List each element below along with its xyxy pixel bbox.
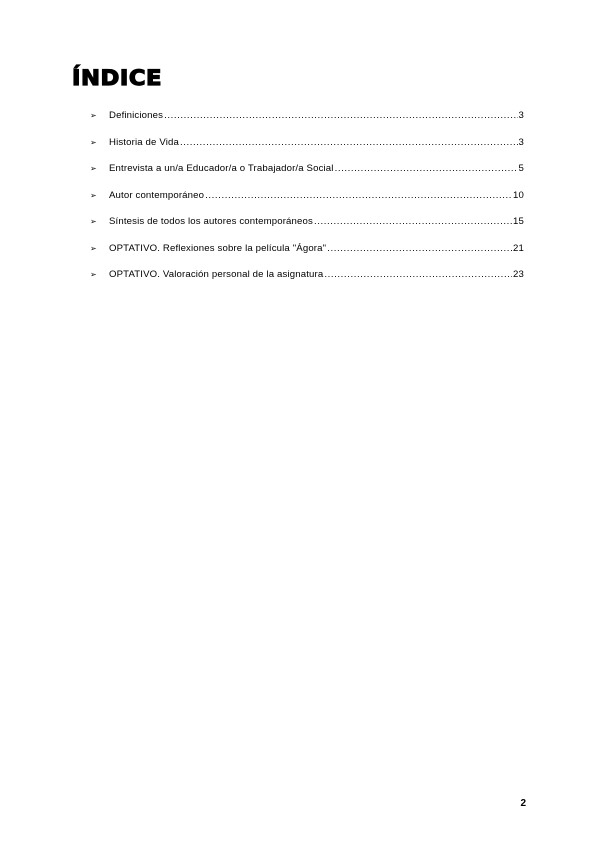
toc-entry-autor-contemporaneo[interactable]: [90, 190, 524, 217]
arrow-bullet-icon: ➢: [90, 137, 97, 147]
toc-entry-page: 21: [513, 242, 524, 254]
toc-entry-label: Autor contemporáneo: [109, 189, 205, 201]
arrow-bullet-icon: ➢: [90, 217, 97, 226]
toc-entry-reflexiones-agora[interactable]: [90, 243, 524, 270]
arrow-bullet-icon: ➢: [90, 243, 97, 253]
dot-leader: [180, 137, 518, 148]
toc-entry-sintesis[interactable]: [90, 216, 524, 243]
dot-leader: [314, 216, 512, 227]
arrow-bullet-icon: ➢: [90, 190, 97, 200]
toc-entry-entrevista[interactable]: [90, 163, 524, 190]
dot-leader: [335, 163, 518, 174]
toc-entry-page: 15: [513, 216, 524, 227]
toc-entry-definiciones[interactable]: [90, 110, 524, 137]
toc-entry-historia-de-vida[interactable]: [90, 137, 524, 164]
table-of-contents: [90, 110, 524, 296]
arrow-bullet-icon: ➢: [90, 164, 97, 173]
toc-entry-page: 3: [518, 110, 524, 121]
toc-entry-label: Historia de Vida: [109, 136, 179, 148]
toc-entry-page: 3: [518, 136, 524, 148]
dot-leader: [327, 243, 512, 254]
arrow-bullet-icon: ➢: [90, 270, 97, 279]
toc-entry-label: Entrevista a un/a Educador/a o Trabajador/a Social: [109, 163, 334, 174]
toc-entry-page: 10: [513, 189, 524, 201]
page-title: ÍNDICE: [72, 66, 163, 90]
toc-entry-label: Síntesis de todos los autores contemporáneos: [109, 216, 313, 227]
page-number: 2: [520, 798, 526, 809]
dot-leader: [324, 269, 512, 280]
toc-entry-page: 5: [518, 163, 524, 174]
toc-entry-page: 23: [513, 269, 524, 280]
toc-entry-valoracion[interactable]: [90, 269, 524, 296]
dot-leader: [164, 110, 517, 121]
dot-leader: [205, 190, 512, 201]
arrow-bullet-icon: ➢: [90, 111, 97, 120]
toc-entry-label: OPTATIVO. Reflexiones sobre la película "Ágora": [109, 242, 327, 254]
toc-entry-label: Definiciones: [109, 110, 164, 121]
toc-entry-label: OPTATIVO. Valoración personal de la asignatura: [109, 269, 324, 280]
